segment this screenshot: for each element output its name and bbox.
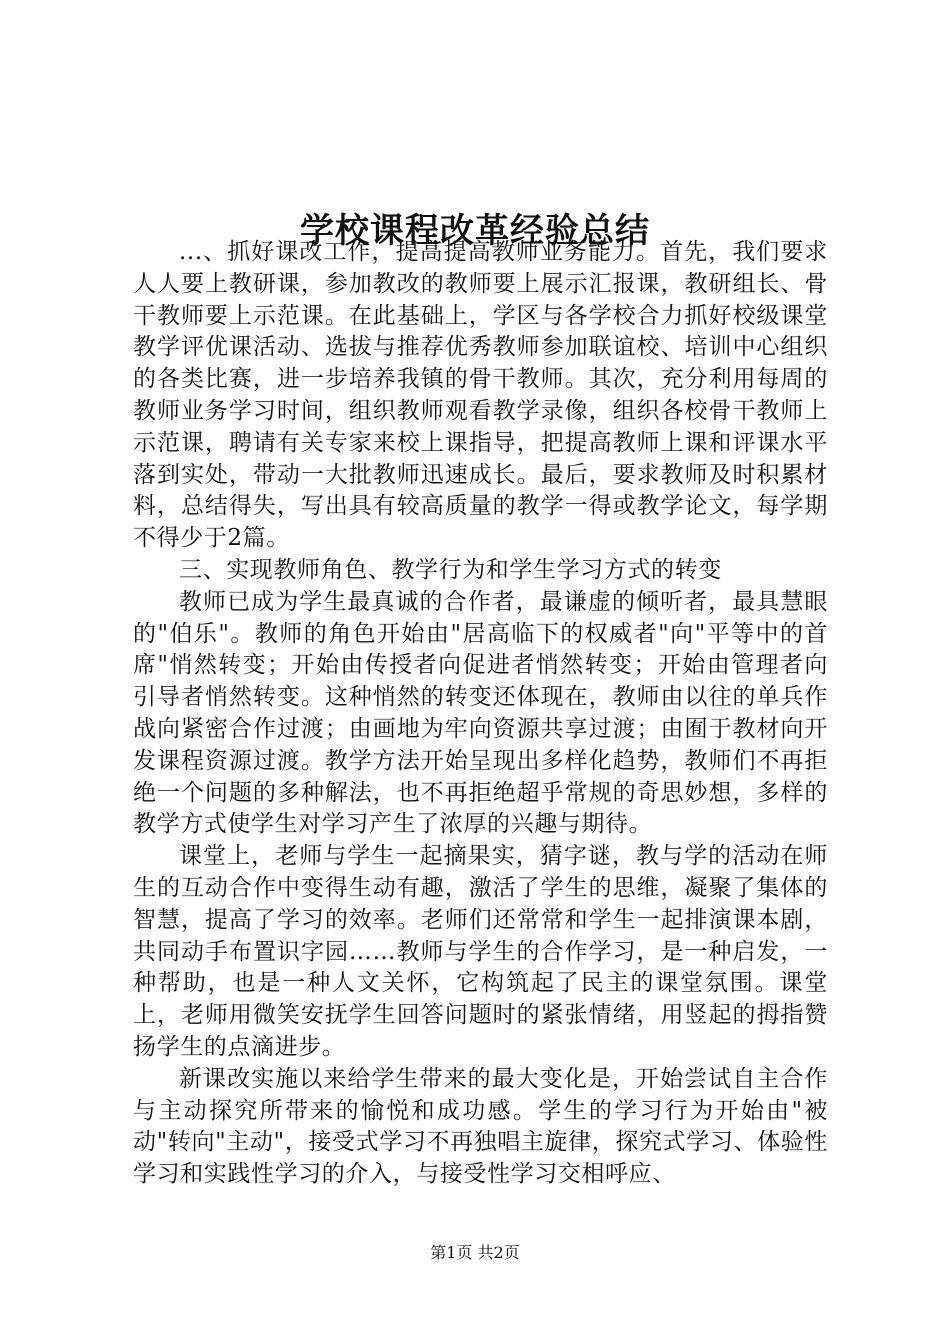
paragraph-2: 教师已成为学生最真诚的合作者，最谦虚的倾听者，最具慧眼的"伯乐"。教师的角色开始由"居高临下的权威者"向"平等中的首席"悄然转变；开始由传授者向促进者悄然转变；开始由管理者向引导者悄然转变。这种悄然的转变还体现在，教师由以往的单兵作战向紧密合作过渡；由画地为牢向资源共享过渡；由囿于教材向开发课程资源过渡。教学方法开始呈现出多样化趋势，教师们不再拒绝一个问题的多种解法，也不再拒绝超乎常规的奇思妙想，多样的教学方式使学生对学习产生了浓厚的兴趣与期待。 bbox=[133, 588, 828, 838]
paragraph-1: ...、抓好课改工作，提高提高教师业务能力。首先，我们要求人人要上教研课，参加教改的教师要上展示汇报课，教研组长、骨干教师要上示范课。在此基础上，学区与各学校合力抓好校级课堂教学评优课活动、选拔与推荐优秀教师参加联谊校、培训中心组织的各类比赛，进一步培养我镇的骨干教师。其次，充分利用每周的教师业务学习时间，组织教师观看教学录像，组织各校骨干教师上示范课，聘请有关专家来校上课指导，把提高教师上课和评课水平落到实处，带动一大批教师迅速成长。最后，要求教师及时积累材料，总结得失，写出具有较高质量的教学一得或教学论文，每学期不得少于2篇。 bbox=[133, 239, 828, 552]
section-heading: 三、实现教师角色、教学行为和学生学习方式的转变 bbox=[179, 556, 722, 583]
paragraph-3: 课堂上，老师与学生一起摘果实，猜字谜，教与学的活动在师生的互动合作中变得生动有趣，激活了学生的思维，凝聚了集体的智慧，提高了学习的效率。老师们还常常和学生一起排演课本剧，共同动手布置识字园……教师与学生的合作学习，是一种启发，一种帮助，也是一种人文关怀，它构筑起了民主的课堂氛围。课堂上，老师用微笑安抚学生回答问题时的紧张情绪，用竖起的拇指赞扬学生的点滴进步。 bbox=[133, 843, 828, 1060]
document-body bbox=[133, 237, 828, 1191]
page-number: 第1页 共2页 bbox=[430, 1243, 520, 1262]
paragraph-4: 新课改实施以来给学生带来的最大变化是，开始尝试自主合作与主动探究所带来的愉悦和成功感。学生的学习行为开始由"被动"转向"主动"，接受式学习不再独唱主旋律，探究式学习、体验性学习和实践性学习的介入，与接受性学习交相呼应、 bbox=[133, 1065, 828, 1188]
document-title: 学校课程改革经验总结 bbox=[300, 210, 650, 251]
